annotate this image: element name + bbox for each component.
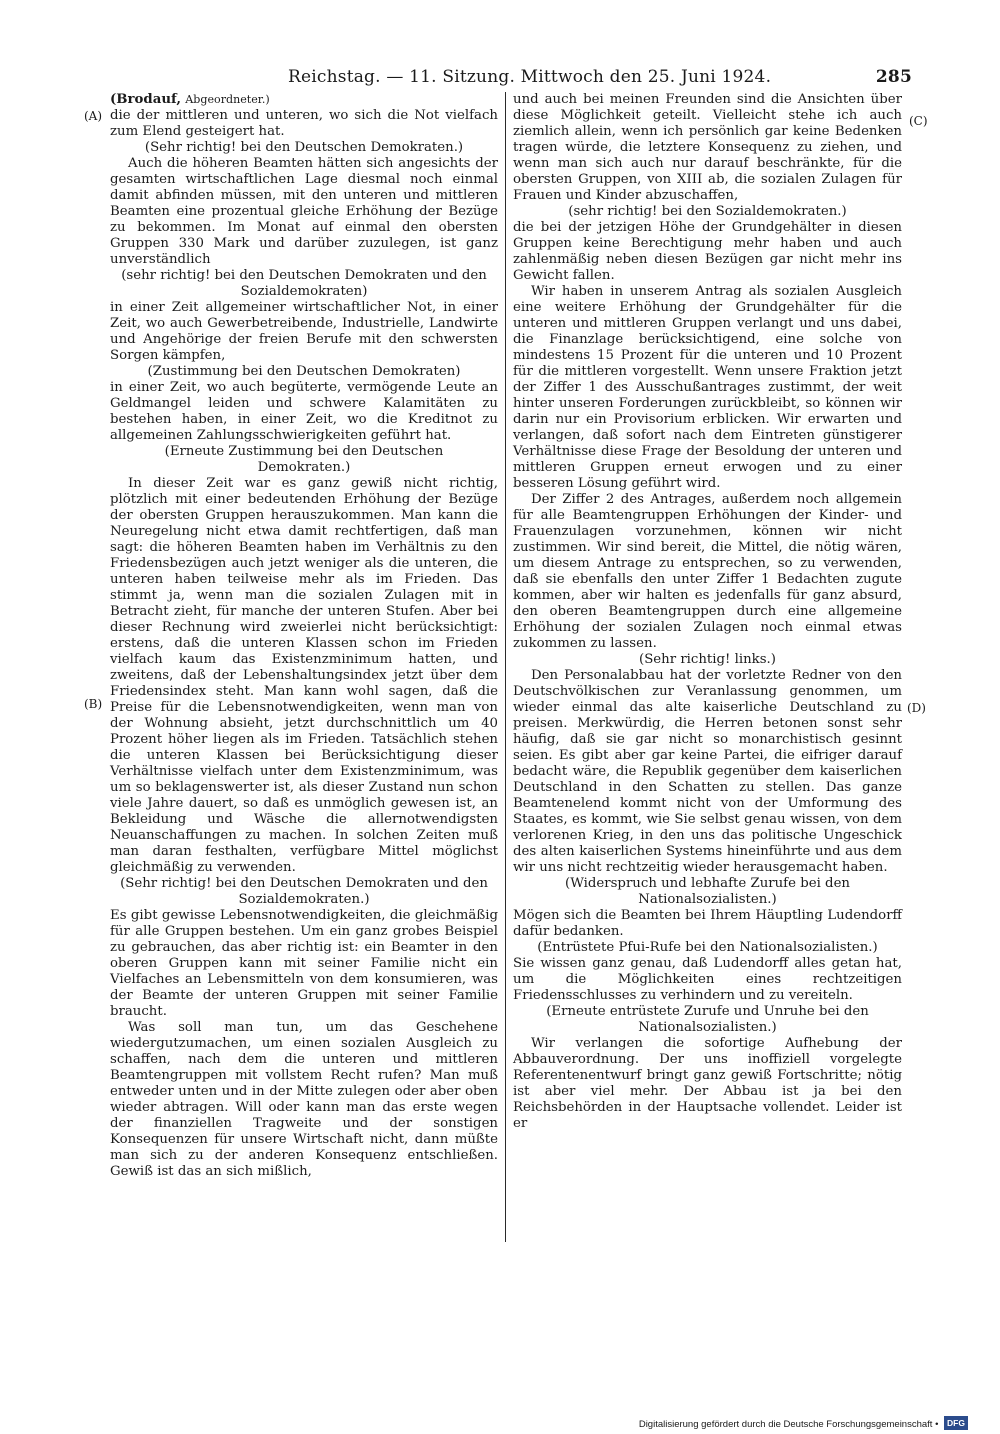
paragraph: Sie wissen ganz genau, daß Ludendorff alles getan hat, um die Möglichkeiten eines rechtzeitigen Friedensschlusses zu verhindern und zu vereiteln. xyxy=(513,956,902,1003)
running-title: Reichstag. — 11. Sitzung. Mittwoch den 25. Juni 1924. xyxy=(288,67,772,87)
paragraph: Wir haben in unserem Antrag als sozialen Ausgleich eine weitere Erhöhung der Grundgehälter für die unteren und mittleren Gruppen verlangt und uns dabei, die Finanzlage berücksichtigend, eine solche von mindestens 15 Prozent für die unteren und 10 Prozent für die mittleren vorgestellt. Wenn unsere Fraktion jetzt der Ziffer 1 des Ausschußantrages zustimmt, der weit hinter unseren Forderungen zurückbleibt, so können wir darin nur ein Provisorium erblicken. Wir erwarten und verlangen, daß sofort nach dem Eintreten günstigerer Verhältnisse diese Frage der Besoldung der unteren und mittleren Gruppen erneut erwogen und zu einer besseren Lösung geführt wird. xyxy=(513,284,902,491)
right-column xyxy=(513,92,902,1132)
paragraph: Mögen sich die Beamten bei Ihrem Häuptling Ludendorff dafür bedanken. xyxy=(513,908,902,939)
interjection: (Erneute Zustimmung bei den Deutschen Demokraten.) xyxy=(164,444,444,475)
margin-mark-c: (C) xyxy=(909,114,928,128)
speaker-name: (Brodauf, xyxy=(110,92,182,107)
paragraph: In dieser Zeit war es ganz gewiß nicht richtig, plötzlich mit einer bedeutenden Erhöhung der Bezüge der obersten Gruppen herauszukommen. Man kann die Neuregelung nicht etwa damit rechtfertigen, daß man sagt: die höheren Beamten haben im Verhältnis zu den Friedensbezügen auch jetzt weniger als die unteren, die unteren haben teilweise mehr als im Frieden. Das stimmt ja, wenn man die sozialen Zulagen mit in Betracht zieht, für manche der unteren Stufen. Aber bei dieser Rechnung wird zweierlei nicht berücksichtigt: erstens, daß die unteren Klassen schon im Frieden vielfach kaum das Existenzminimum hatten, und zweitens, daß der Lebenshaltungsindex jetzt über dem Friedensindex steht. Man kann wohl sagen, daß die Preise für die Lebensnotwendigkeiten, wenn man von der Wohnung absieht, jetzt durchschnittlich um 40 Prozent höher liegen als im Frieden. Tatsächlich stehen die unteren Klassen bei Berücksichtigung dieser Verhältnisse vielfach unter dem Existenzminimum, was um so beklagenswerter ist, als dieser Zustand nun schon viele Jahre dauert, so daß es unmöglich gewesen ist, an Bekleidung und Wäsche die allernotwendigsten Neuanschaffungen zu machen. In solchen Zeiten muß man daran festhalten, verfügbare Mittel möglichst gleichmäßig zu verwenden. xyxy=(110,476,498,875)
digitization-footer xyxy=(639,1416,968,1430)
interjection: (Zustimmung bei den Deutschen Demokraten) xyxy=(147,364,461,379)
paragraph: Der Ziffer 2 des Antrages, außerdem noch allgemein für alle Beamtengruppen Erhöhungen der Kinder- und Frauenzulagen vorzunehmen, können wir nicht zustimmen. Wir sind bereit, die Mittel, die nötig wären, um diesem Antrage zu entsprechen, so zu verwenden, daß sie ebenfalls den unter Ziffer 1 Bedachten zugute kommen, aber wir halten es jedenfalls für ganz absurd, den oberen Beamtengruppen durch eine allgemeine Erhöhung der sozialen Zulagen noch einmal etwas zukommen zu lassen. xyxy=(513,492,902,651)
interjection: (Widerspruch und lebhafte Zurufe bei den Nationalsozialisten.) xyxy=(565,876,850,907)
paragraph: Wir verlangen die sofortige Aufhebung der Abbauverordnung. Der uns inoffiziell vorgelegte Referentenentwurf bringt ganz gewiß Fortschritte; nötig ist aber viel mehr. Der Abbau ist ja bei den Reichsbehörden in der Hauptsache vollendet. Leider ist er xyxy=(513,1036,902,1131)
paragraph: und auch bei meinen Freunden sind die Ansichten über diese Möglichkeit geteilt. Vielleicht stehe ich auch ziemlich allein, wenn ich persönlich gar keine Bedenken tragen würde, die letztere Konsequenz zu ziehen, und wenn man sich auch nur darauf beschränkte, für die obersten Gruppen, von XIII ab, die sozialen Zulagen für Frauen und Kinder abzuschaffen, xyxy=(513,92,902,203)
footer-credit: Digitalisierung gefördert durch die Deutsche Forschungsgemeinschaft xyxy=(638,1419,933,1430)
paragraph: Was soll man tun, um das Geschehene wiedergutzumachen, um einen sozialen Ausgleich zu schaffen, nach dem die unteren und mittleren Beamtengruppen mit vollstem Recht rufen? Man muß entweder unten und in der Mitte zulegen oder aber oben wieder abtragen. Will oder kann man das erste wegen der finanziellen Tragweite und der sonstigen Konsequenzen für unsere Wirtschaft nicht, dann müßte man sich zu der anderen Konsequenz entschließen. Gewiß ist das an sich mißlich, xyxy=(110,1020,498,1179)
speaker-line xyxy=(110,92,498,108)
paragraph: Es gibt gewisse Lebensnotwendigkeiten, die gleichmäßig für alle Gruppen bestehen. Um ein ganz grobes Beispiel zu gebrauchen, das aber richtig ist: ein Beamter in den oberen Gruppen kann mit seiner Familie nicht ein Vielfaches an Lebensmitteln von dem konsumieren, was der Beamte der unteren Gruppen mit seiner Familie braucht. xyxy=(110,908,498,1019)
interjection: (Sehr richtig! bei den Deutschen Demokraten.) xyxy=(144,140,464,155)
left-column xyxy=(110,92,498,1180)
paragraph: in einer Zeit, wo auch begüterte, vermögende Leute an Geldmangel leiden und schwere Kalamitäten zu bestehen haben, in einer Zeit, wo die Kreditnot zu allgemeinen Zahlungsschwierigkeiten geführt hat. xyxy=(110,380,498,443)
page-number: 285 xyxy=(875,67,912,87)
paragraph: Auch die höheren Beamten hätten sich angesichts der gesamten wirtschaftlichen Lage diesmal noch einmal damit abfinden müssen, mit den unteren und mittleren Beamten eine prozentual gleiche Erhöhung der Bezüge zu bekommen. Im Monat auf einmal den obersten Gruppen 330 Mark und darüber zuzulegen, ist ganz unverständlich xyxy=(110,156,498,267)
interjection: (Sehr richtig! links.) xyxy=(639,652,776,667)
interjection: (sehr richtig! bei den Sozialdemokraten.) xyxy=(568,204,847,219)
margin-mark-b: (B) xyxy=(84,697,103,711)
page-header xyxy=(110,64,912,90)
footer-bullet: • xyxy=(935,1419,939,1430)
speaker-role: Abgeordneter.) xyxy=(185,93,270,106)
margin-mark-a: (A) xyxy=(84,109,103,123)
paragraph: die der mittleren und unteren, wo sich die Not vielfach zum Elend gesteigert hat. xyxy=(110,108,498,139)
paragraph: in einer Zeit allgemeiner wirtschaftlicher Not, in einer Zeit, wo auch Gewerbetreibende, Industrielle, Landwirte und Angehörige der freien Berufe mit den schwersten Sorgen kämpfen, xyxy=(110,300,498,363)
interjection: (Erneute entrüstete Zurufe und Unruhe bei den Nationalsozialisten.) xyxy=(546,1004,869,1035)
paragraph: die bei der jetzigen Höhe der Grundgehälter in diesen Gruppen keine Berechtigung mehr haben und auch zahlenmäßig neben diesen Bezügen gar nicht mehr ins Gewicht fallen. xyxy=(513,220,902,283)
interjection: (sehr richtig! bei den Deutschen Demokraten und den Sozialdemokraten) xyxy=(121,268,487,299)
column-rule xyxy=(505,92,506,1242)
interjection: (Entrüstete Pfui-Rufe bei den Nationalsozialisten.) xyxy=(537,940,878,955)
dfg-logo: DFG xyxy=(944,1416,968,1430)
paragraph: Den Personalabbau hat der vorletzte Redner von den Deutschvölkischen zur Veranlassung genommen, um wieder einmal das alte kaiserliche Deutschland zu preisen. Merkwürdig, die Herren betonen sonst sehr häufig, daß sie gar nicht so monarchistisch gesinnt seien. Es gibt aber gar keine Partei, die eifriger darauf bedacht wäre, die Republik gegenüber dem kaiserlichen Deutschland in den Schatten zu stellen. Das ganze Beamtenelend kommt nicht von der Umformung des Staates, es kommt, wie Sie selbst genau wissen, von dem verlorenen Krieg, in den uns das politische Ungeschick des alten kaiserlichen Systems hineinführte und aus dem wir uns nicht rechtzeitig wieder herausgemacht haben. xyxy=(513,668,902,875)
margin-mark-d: (D) xyxy=(907,701,926,715)
interjection: (Sehr richtig! bei den Deutschen Demokraten und den Sozialdemokraten.) xyxy=(120,876,488,907)
